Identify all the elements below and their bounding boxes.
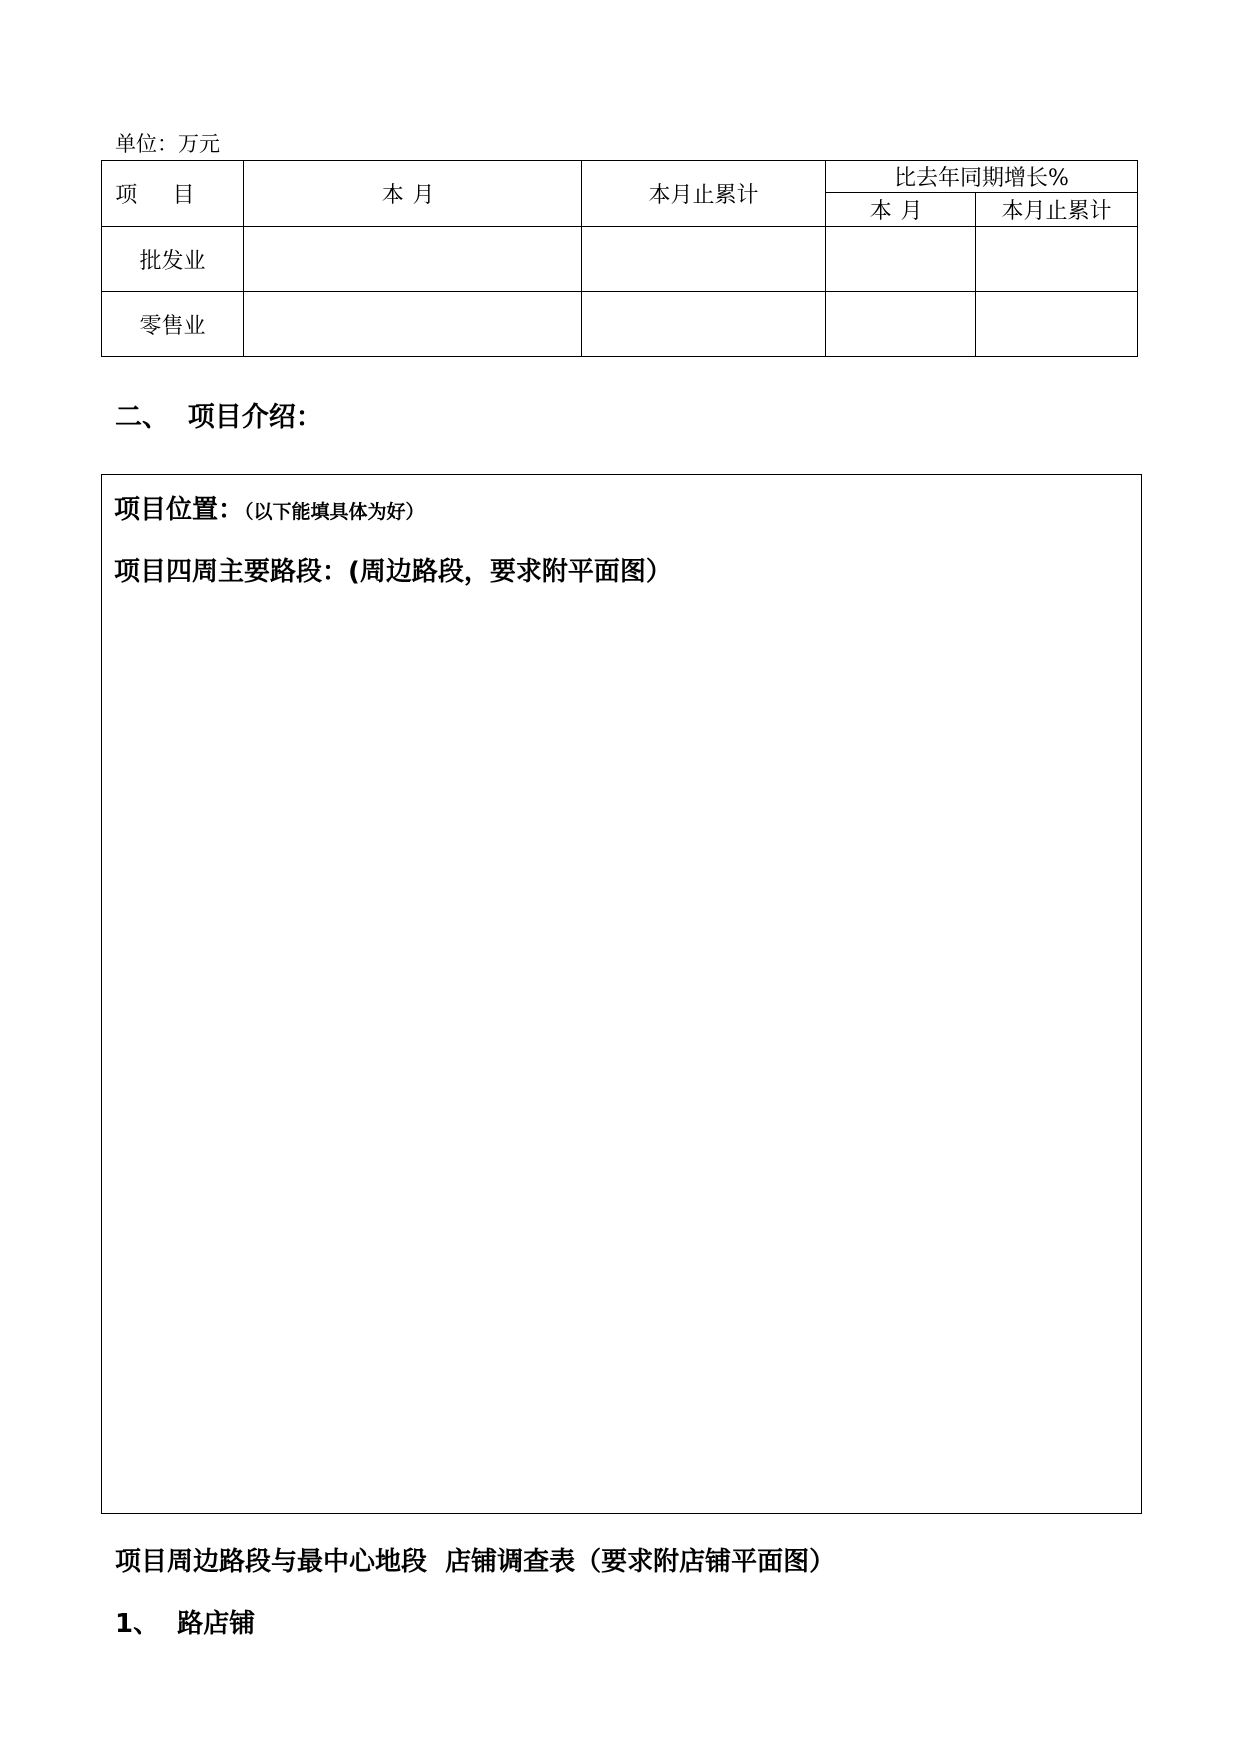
header-yoy-current-month: 本月 bbox=[826, 193, 976, 227]
header-current-month: 本月 bbox=[244, 161, 582, 227]
project-intro-box[interactable] bbox=[101, 474, 1142, 1514]
cell-wholesale-yoy-cumulative[interactable] bbox=[976, 227, 1138, 292]
cell-retail-yoy-month[interactable] bbox=[826, 292, 976, 357]
project-location-line bbox=[114, 493, 425, 529]
table-row bbox=[102, 292, 1138, 357]
project-location-label: 项目位置： bbox=[114, 495, 245, 525]
shop-survey-title: 项目周边路段与最中心地段 店铺调查表（要求附店铺平面图） bbox=[115, 1547, 836, 1577]
project-roads-label: 项目四周主要路段：(周边路段，要求附平面图） bbox=[114, 557, 672, 587]
header-yoy-growth: 比去年同期增长% bbox=[826, 161, 1138, 193]
cell-retail-current-month[interactable] bbox=[244, 292, 582, 357]
header-cumulative: 本月止累计 bbox=[582, 161, 826, 227]
unit-label: 单位：万元 bbox=[115, 132, 220, 156]
row-label-retail: 零售业 bbox=[102, 292, 244, 357]
cell-wholesale-current-month[interactable] bbox=[244, 227, 582, 292]
header-item: 项目 bbox=[102, 161, 244, 227]
section-title-project-intro: 二、 项目介绍： bbox=[115, 402, 323, 433]
row-label-wholesale: 批发业 bbox=[102, 227, 244, 292]
cell-wholesale-yoy-month[interactable] bbox=[826, 227, 976, 292]
sales-table bbox=[101, 160, 1138, 357]
cell-retail-yoy-cumulative[interactable] bbox=[976, 292, 1138, 357]
list-item-street-shops: 1、 路店铺 bbox=[115, 1609, 256, 1639]
table-row bbox=[102, 227, 1138, 292]
cell-wholesale-cumulative[interactable] bbox=[582, 227, 826, 292]
project-location-note: （以下能填具体为好） bbox=[244, 501, 425, 523]
cell-retail-cumulative[interactable] bbox=[582, 292, 826, 357]
header-yoy-cumulative: 本月止累计 bbox=[976, 193, 1138, 227]
